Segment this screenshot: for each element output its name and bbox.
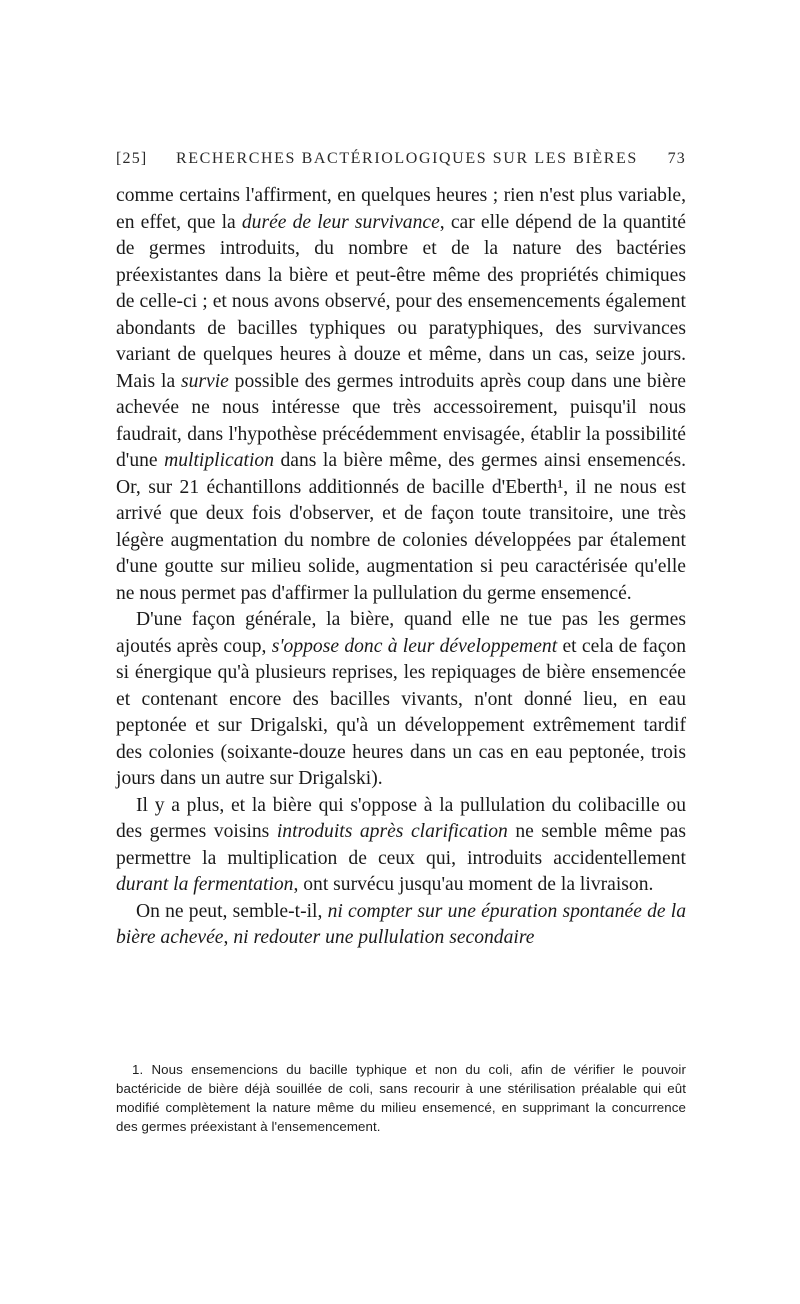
text-run: , car elle dépend de la quantité de germes introduits, du nombre et de la nature des bactéries préexistantes dans la bière et peut-être même des propriétés chimiques de celle-ci ; et nous avons observé, pour des ensemencements également abondants de bacilles typhiques ou paratyphiques, des survivances variant de quelques heures à douze et même, dans un cas, seize jours. Mais la [116, 211, 686, 392]
paragraph-4 [116, 899, 686, 952]
italic-run: survie [180, 370, 229, 392]
text-run: comme certains l'affirment, en quelques heures ; rien n'est plus variable, en effet, que la [116, 185, 686, 233]
footnotes [116, 1060, 686, 1136]
text-run: , [223, 927, 234, 948]
text-run: On ne peut, semble-t-il, [136, 900, 328, 922]
running-title: RECHERCHES BACTÉRIOLOGIQUES SUR LES BIÈRES [176, 150, 638, 167]
text-run: , ont survécu jusqu'au moment de la livraison. [293, 874, 654, 895]
text-run: ne semble même pas permettre la multiplication de ceux qui, introduits accidentellement [116, 821, 686, 869]
running-header [116, 150, 686, 176]
italic-run: ni redouter une pullulation secondaire [233, 927, 535, 948]
italic-run: durée de leur survivance [241, 211, 440, 233]
section-marker: [25] [116, 150, 148, 167]
text-run: dans la bière même, des germes ainsi ensemencés. Or, sur 21 échantillons additionnés de bacille d'Eberth¹, il ne nous est arrivé que deux fois d'observer, et de façon toute transitoire, une très légère augmentation du nombre de colonies développées par étalement d'une goutte sur milieu solide, augmentation si peu caractérisée qu'elle ne nous permet pas d'affirmer la pullulation du germe ensemencé. [116, 450, 686, 604]
text-run: D'une façon générale, la bière, quand elle ne tue pas les germes ajoutés après coup, [116, 609, 686, 657]
page-number: 73 [667, 150, 686, 167]
paragraph-1 [116, 183, 686, 607]
italic-run: durant la fermentation [116, 874, 294, 895]
text-run: Il y a plus, et la bière qui s'oppose à la pullulation du colibacille ou des germes voisins [116, 794, 686, 842]
text-run: et cela de façon si énergique qu'à plusieurs reprises, les repiquages de bière ensemencée et contenant encore des bacilles vivants, n'ont donné lieu, en eau peptonée et sur Drigalski, qu'à un développement extrêmement tardif des colonies (soixante-douze heures dans un cas en eau peptonée, trois jours dans un autre sur Drigalski). [116, 635, 686, 789]
italic-run: introduits après clarification [276, 821, 508, 842]
paragraph-2 [116, 607, 686, 793]
italic-run: ni compter sur une épuration spontanée de la bière achevée [116, 900, 686, 948]
body-text [116, 183, 686, 952]
footnote-1: 1. Nous ensemencions du bacille typhique et non du coli, afin de vérifier le pouvoir bactéricide de bière déjà souillée de coli, sans recourir à une stérilisation préalable qui eût modifié complètement la nature même du milieu ensemencé, en supprimant la concurrence des germes préexistant à l'ensemencement. [116, 1062, 686, 1134]
paragraph-3 [116, 793, 686, 899]
italic-run: multiplication [164, 450, 275, 471]
italic-run: s'oppose donc à leur développement [271, 635, 558, 657]
text-run: possible des germes introduits après coup dans une bière achevée ne nous intéresse que très accessoirement, puisqu'il nous faudrait, dans l'hypothèse précédemment envisagée, établir la possibilité d'une [116, 370, 687, 471]
